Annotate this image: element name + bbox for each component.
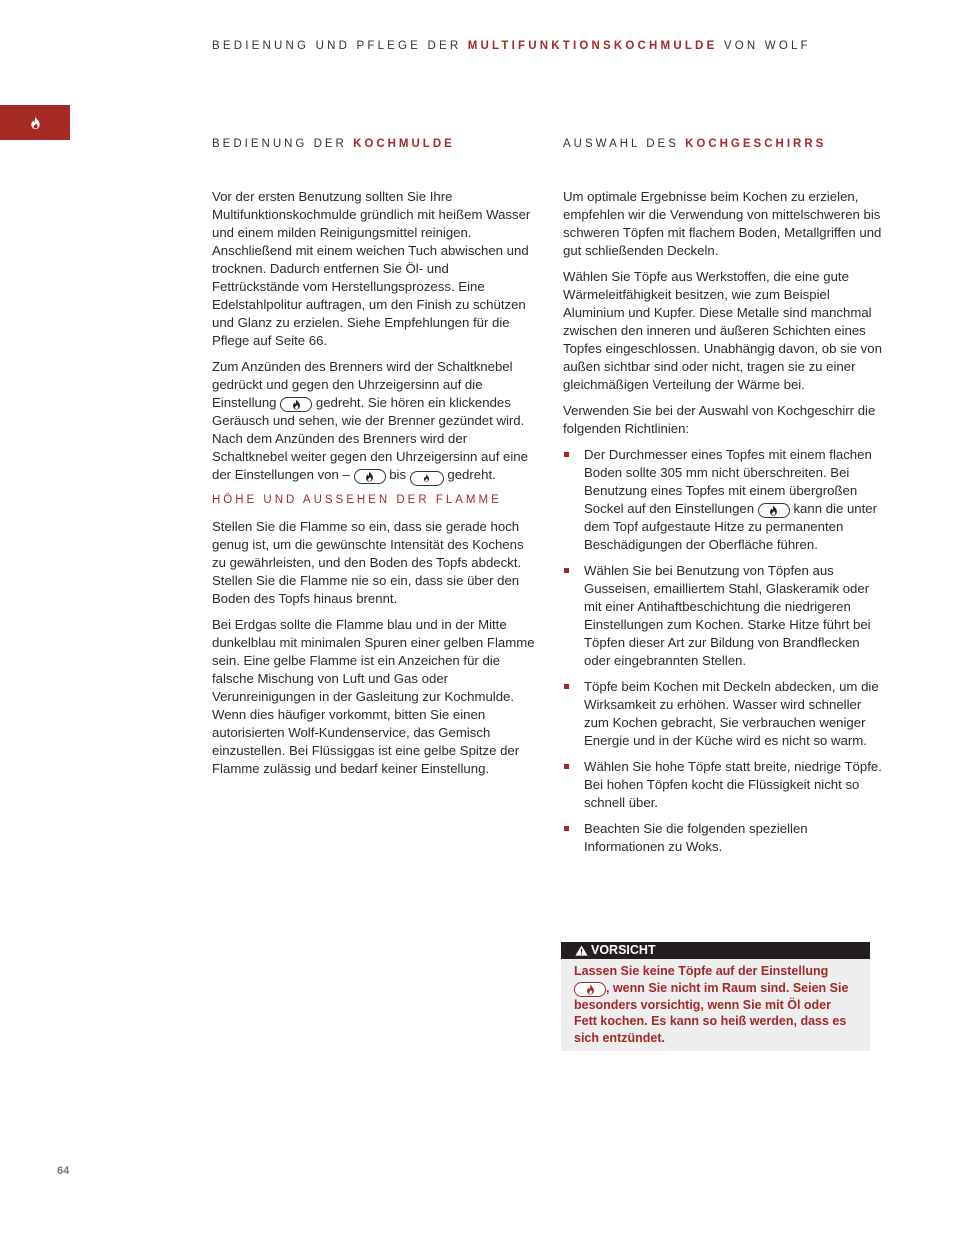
page-number: 64: [57, 1165, 70, 1177]
flame-high-icon: [758, 503, 790, 518]
caution-header: [561, 942, 870, 959]
list-item-text: Töpfe beim Kochen mit Deckeln abdecken, um die Wirksamkeit zu erhöhen. Wasser wird schneller zum Kochen gebracht, Sie verbrauchen weniger Energie und in der Küche wird es nicht so warm.: [584, 679, 879, 748]
right-paragraph-3: Verwenden Sie bei der Auswahl von Kochgeschirr die folgenden Richtlinien:: [563, 403, 876, 436]
left-p2-b: gedreht. Sie hören ein klickendes Geräusch und sehen, wie der Brenner gezündet wird. Nach dem Anzünden des Brenners wird der Schaltknebel weiter gegen den Uhrzeigersinn auf eine der Einstellungen von –: [212, 395, 528, 482]
list-item: [563, 758, 883, 812]
list-item-text: Beachten Sie die folgenden speziellen Informationen zu Woks.: [584, 821, 808, 854]
left-p2-c: bis: [389, 467, 407, 482]
flame-high-icon: [280, 397, 312, 412]
left-paragraph-4: Bei Erdgas sollte die Flamme blau und in der Mitte dunkelblau mit minimalen Spuren einer gelben Flamme sein. Eine gelbe Flamme ist ein Anzeichen für die falsche Mischung von Luft und Gas oder Verunreinigungen in der Gasleitung zur Kochmulde. Wenn dies häufiger vorkommt, bitten Sie einen autorisierten Wolf-Kundenservice, das Gemisch einzustellen. Bei Flüssiggas ist eine gelbe Spitze der Flamme zulässig und bedarf keiner Einstellung.: [212, 616, 535, 776]
list-item: [563, 820, 883, 856]
header-prefix: BEDIENUNG UND PFLEGE DER: [212, 40, 462, 52]
right-paragraph-2: Wählen Sie Töpfe aus Werkstoffen, die eine gute Wärmeleitfähigkeit besitzen, wie zum Beispiel Aluminium und Kupfer. Diese Metalle sind manchmal zwischen den inneren und äußeren Schichten eines Topfes eingeschlossen. Unabhängig davon, ob sie von außen sichtbar sind oder nicht, tragen sie zu einer gleichmäßigen Verteilung der Wärme bei.: [563, 269, 882, 392]
left-paragraph-2: [212, 358, 537, 486]
flame-high-icon: [574, 982, 606, 997]
left-title-prefix: BEDIENUNG DER: [212, 138, 347, 150]
bullet-square: [564, 826, 569, 831]
right-column: [563, 138, 883, 864]
flame-subheading: HÖHE UND AUSSEHEN DER FLAMME: [212, 493, 502, 506]
caution-text: [561, 959, 870, 1051]
flame-low-icon: [410, 471, 444, 486]
warning-triangle-icon: [575, 945, 588, 956]
caution-box: [561, 942, 870, 1051]
list-item: [563, 446, 883, 554]
left-section-title: [212, 138, 537, 152]
bullet-square: [564, 452, 569, 457]
flame-high-icon: [354, 469, 386, 484]
list-item-text: Wählen Sie bei Benutzung von Töpfen aus Gusseisen, emailliertem Stahl, Glaskeramik oder mit einer Antihaftbeschichtung die niedrigeren Einstellungen zum Kochen. Starke Hitze führt bei Töpfen dieser Art zur Bildung von Brandflecken oder eingebrannten Stellen.: [584, 563, 871, 668]
header-suffix: VON WOLF: [723, 40, 811, 52]
section-tab: [0, 105, 70, 140]
caution-label: VORSICHT: [591, 943, 656, 957]
list-item-text: Wählen Sie hohe Töpfe statt breite, niedrige Töpfe. Bei hohen Töpfen kocht die Flüssigkeit nicht so schnell über.: [584, 759, 882, 810]
caution-text-b: , wenn Sie nicht im Raum sind. Seien Sie besonders vorsichtig, wenn Sie mit Öl oder Fett kochen. Es kann so heiß werden, dass es sich entzündet.: [574, 980, 849, 1045]
right-paragraph-1: Um optimale Ergebnisse beim Kochen zu erzielen, empfehlen wir die Verwendung von mittelschweren bis schweren Töpfen mit flachem Boden, Metallgriffen und gut schließenden Deckeln.: [563, 189, 882, 258]
flame-icon: [30, 116, 41, 130]
caution-text-a: Lassen Sie keine Töpfe auf der Einstellung: [574, 964, 829, 978]
left-paragraph-3: Stellen Sie die Flamme so ein, dass sie gerade hoch genug ist, um die gewünschte Intensität des Kochens zu gewährleisten, und den Boden des Topfs abdeckt. Stellen Sie die Flamme nie so ein, dass sie über den Boden des Topfs hinaus brennt.: [212, 518, 524, 606]
list-item-text: kann die unter dem Topf aufgestaute Hitze zu permanenten Beschädigungen der Oberfläche führen.: [584, 501, 878, 552]
right-title-highlight: KOCHGESCHIRRS: [685, 138, 827, 150]
bullet-square: [564, 684, 569, 689]
cookware-guidelines-list: [563, 446, 883, 856]
list-item: [563, 562, 883, 670]
header-highlight: MULTIFUNKTIONSKOCHMULDE: [467, 40, 718, 52]
list-item: [563, 678, 883, 750]
left-paragraph-1: Vor der ersten Benutzung sollten Sie Ihre Multifunktionskochmulde gründlich mit heißem Wasser und einem milden Reinigungsmittel reinigen. Anschließend mit einem weichen Tuch abwischen und trocknen. Dadurch entfernen Sie Öl- und Fettrückstände vom Herstellungsprozess. Eine Edelstahlpolitur auftragen, um den Finish zu schützen und Glanz zu erzielen. Siehe Empfehlungen für die Pflege auf Seite 66.: [212, 189, 531, 348]
left-p2-a: Zum Anzünden des Brenners wird der Schaltknebel gedrückt und gegen den Uhrzeigersinn auf die Einstellung: [212, 359, 513, 410]
left-column: [212, 138, 537, 786]
right-section-title: [563, 138, 883, 152]
list-item-text: Der Durchmesser eines Topfes mit einem flachen Boden sollte 305 mm nicht überschreiten. Bei Benutzung eines Topfes mit einem übergroßen Sockel auf den Einstellungen: [584, 447, 872, 516]
bullet-square: [564, 764, 569, 769]
right-title-prefix: AUSWAHL DES: [563, 138, 679, 150]
left-title-highlight: KOCHMULDE: [353, 138, 455, 150]
page-header: [212, 40, 892, 52]
left-p2-d: gedreht.: [447, 467, 496, 482]
bullet-square: [564, 568, 569, 573]
